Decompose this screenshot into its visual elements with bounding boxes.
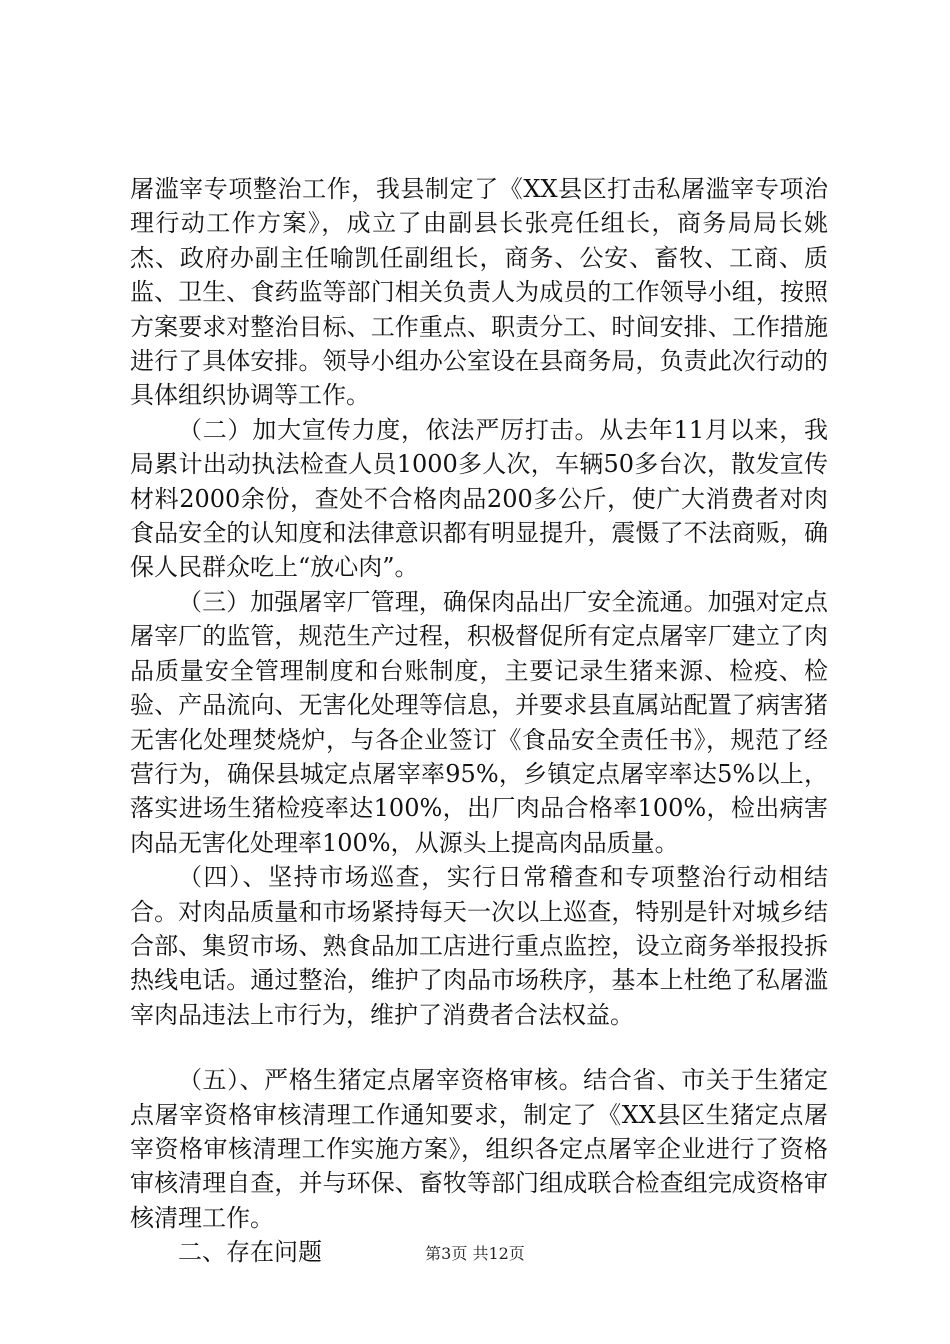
page-footer: [0, 1244, 950, 1264]
page-number-label: 第3页 共12页: [425, 1244, 525, 1263]
document-body: [130, 172, 828, 1270]
paragraph-section-3: （三）加强屠宰厂管理，确保肉品出厂安全流通。加强对定点屠宰厂的监管，规范生产过程，积极督促所有定点屠宰厂建立了肉品质量安全管理制度和台账制度，主要记录生猪来源、检疫、检验、产品流向、无害化处理等信息，并要求县直属站配置了病害猪无害化处理焚烧炉，与各企业签订《食品安全责任书》，规范了经营行为，确保县城定点屠宰率95%，乡镇定点屠宰率达5%以上，落实进场生猪检疫率达100%，出厂肉品合格率100%，检出病害肉品无害化处理率100%，从源头上提高肉品质量。: [130, 587, 828, 857]
section-heading-problems: 二、存在问题: [178, 1238, 322, 1267]
paragraph-section-4: （四）、坚持市场巡查，实行日常稽查和专项整治行动相结合。对肉品质量和市场紧持每天一次以上巡查，特别是针对城乡结合部、集贸市场、熟食品加工店进行重点监控，设立商务举报投拆热线电话。通过整治，维护了肉品市场秩序，基本上杜绝了私屠滥宰肉品违法上市行为，维护了消费者合法权益。: [130, 863, 828, 1029]
paragraph-continuation: 屠滥宰专项整治工作，我县制定了《XX县区打击私屠滥宰专项治理行动工作方案》，成立了由副县长张亮任组长，商务局局长姚杰、政府办副主任喻凯任副组长，商务、公安、畜牧、工商、质监、卫生、食药监等部门相关负责人为成员的工作领导小组，按照方案要求对整治目标、工作重点、职责分工、时间安排、工作措施进行了具体安排。领导小组办公室设在县商务局，负责此次行动的具体组织协调等工作。: [130, 175, 828, 410]
paragraph-section-2: （二）加大宣传力度，依法严厉打击。从去年11月以来，我局累计出动执法检查人员1000多人次，车辆50多台次，散发宣传材料2000余份，查处不合格肉品200多公斤，使广大消费者对肉食品安全的认知度和法律意识都有明显提升，震慑了不法商贩，确保人民群众吃上“放心肉”。: [130, 415, 828, 582]
paragraph-section-5: （五）、严格生猪定点屠宰资格审核。结合省、市关于生猪定点屠宰资格审核清理工作通知要求，制定了《XX县区生猪定点屠宰资格审核清理工作实施方案》，组织各定点屠宰企业进行了资格审核清理自查，并与环保、畜牧等部门组成联合检查组完成资格审核清理工作。: [130, 1066, 828, 1232]
